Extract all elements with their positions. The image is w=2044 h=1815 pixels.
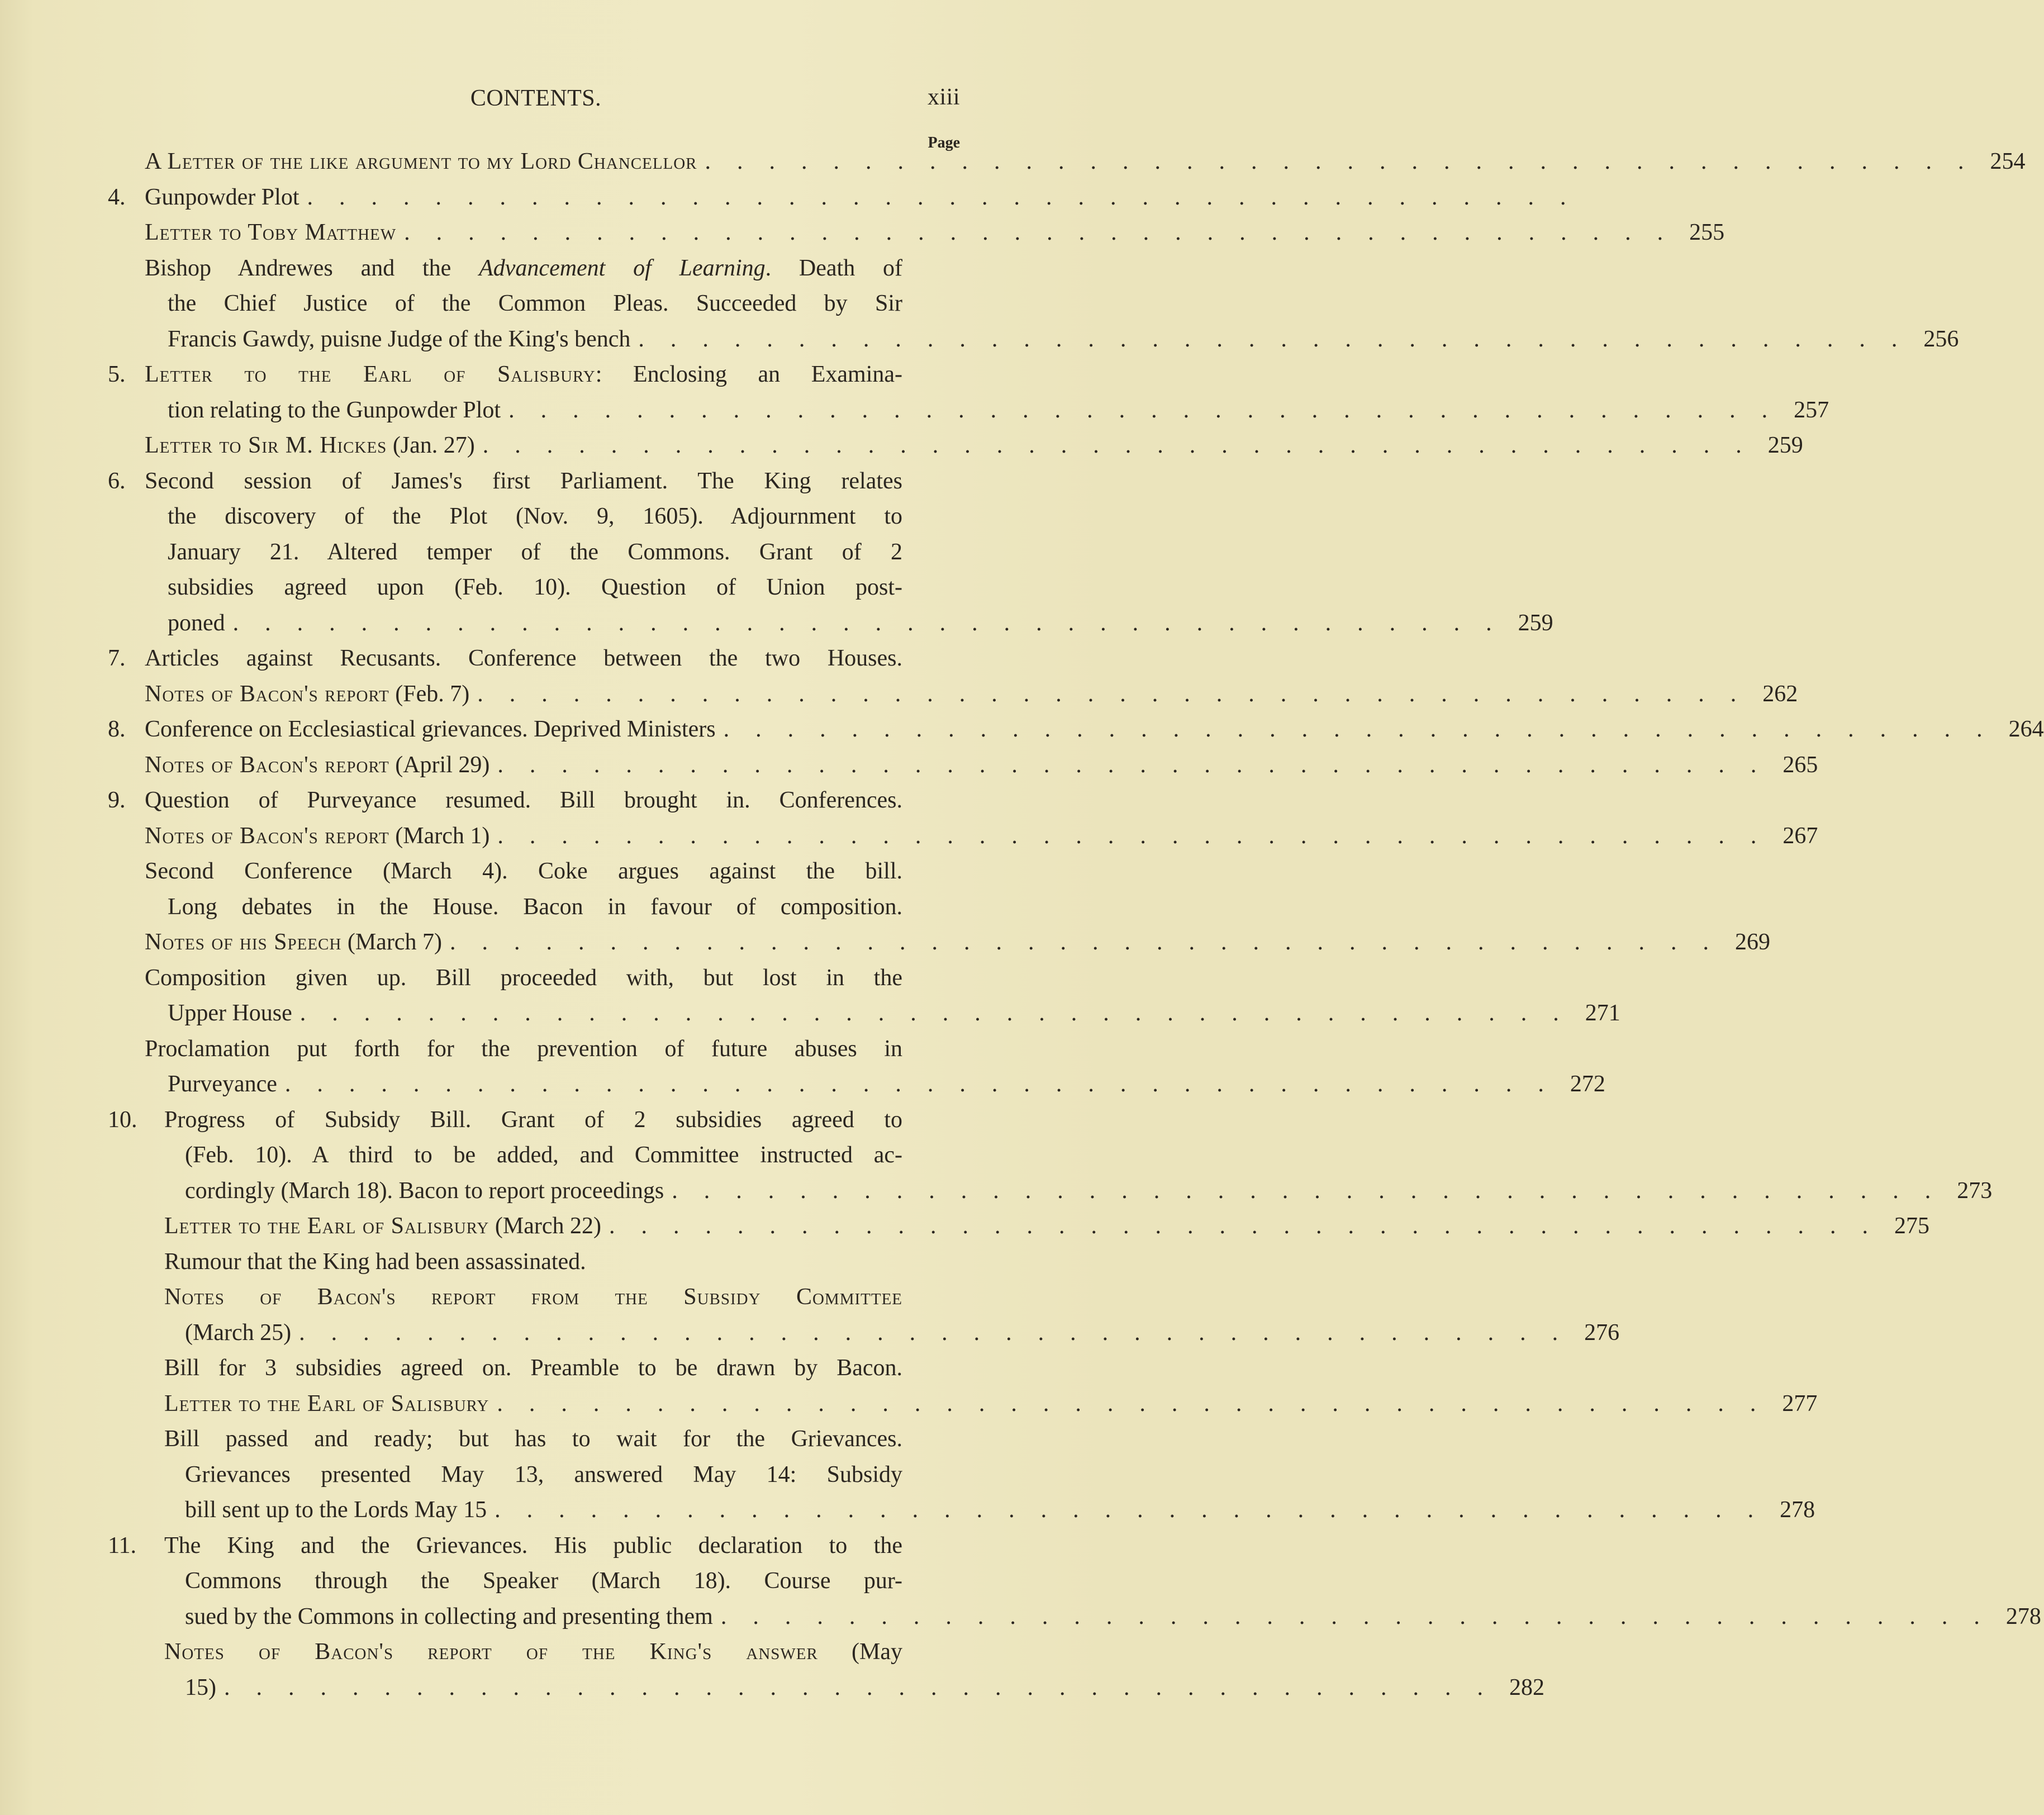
toc-line <box>164 1422 902 1457</box>
entry-text <box>164 1528 902 1564</box>
entry-text <box>168 570 902 606</box>
entry-text-segment: : Enclosing an Examina- <box>595 362 903 387</box>
leader-dots: ........................................ <box>497 752 1783 778</box>
entry-text-segment: January 21. Altered temper of the Commons. Grant of 2 <box>168 539 902 565</box>
leader-dots: ........................................ <box>284 1071 1570 1097</box>
entry-number: 8. <box>108 716 126 742</box>
entry-text-segment: (May <box>817 1639 902 1665</box>
entry-text-segment: Rumour that the King had been assassinated. <box>164 1248 586 1275</box>
entry-text-segment: Grievances presented May 13, answered May 14: Subsidy <box>185 1461 902 1488</box>
entry-text <box>168 606 225 642</box>
page-number: xiii <box>927 84 960 110</box>
entry-text-segment: (April 29) <box>389 752 490 778</box>
page-reference: 278 <box>1780 1497 1815 1523</box>
entry-text-segment: Proclamation put forth for the prevention of future abuses in <box>145 1035 902 1062</box>
entry-text <box>164 1351 902 1386</box>
entry-text <box>145 180 300 216</box>
toc-line <box>168 996 1620 1032</box>
entry-text-segment: . Death of <box>765 255 902 281</box>
entry-title-smallcaps: Notes of Bacon's report <box>145 823 389 849</box>
entry-text <box>145 215 396 251</box>
entry-text-segment: 15) <box>185 1674 216 1700</box>
toc-line <box>145 428 1803 464</box>
toc-line <box>145 854 902 890</box>
leader-dots: ........................................ <box>497 823 1783 849</box>
leader-dots: ........................................ <box>232 610 1518 636</box>
entry-title-smallcaps: Letter to Toby Matthew <box>145 220 397 245</box>
entry-text-segment: (Jan. 27) <box>387 433 475 458</box>
toc-line <box>164 1209 1929 1244</box>
entry-text <box>145 1032 902 1067</box>
entry-title-smallcaps: Letter to Sir M. Hickes <box>145 433 387 458</box>
toc-line <box>145 677 1798 712</box>
entry-title-smallcaps: Letter to the Earl of Salisbury <box>164 1390 489 1417</box>
entry-title-smallcaps: A Letter of the like argument to my Lord Chancellor <box>145 149 697 174</box>
toc-line <box>108 1103 902 1138</box>
leader-dots: ........................................ <box>609 1213 1894 1239</box>
page-reference: 269 <box>1734 929 1770 955</box>
entry-number: 4. <box>108 184 126 210</box>
entry-title-smallcaps: Notes of his Speech <box>145 929 342 955</box>
page-reference: 282 <box>1509 1674 1544 1700</box>
page-reference: 278 <box>2005 1603 2041 1629</box>
entry-text-segment: sued by the Commons in collecting and presenting them <box>185 1603 713 1629</box>
entry-text <box>145 748 489 783</box>
page-reference: 265 <box>1782 752 1818 778</box>
toc-line <box>168 570 902 606</box>
entry-text <box>185 1493 487 1528</box>
entry-text-segment: Composition given up. Bill proceeded with, but lost in the <box>145 964 902 991</box>
entry-text <box>145 464 902 500</box>
leader-dots: ........................................ <box>307 184 1593 210</box>
toc-line <box>185 1173 1993 1209</box>
entry-text <box>164 1209 601 1244</box>
toc-line <box>108 712 2044 748</box>
entry-text-segment: (March 7) <box>341 929 442 955</box>
entry-text <box>145 144 697 180</box>
entry-text <box>185 1670 216 1706</box>
leader-dots: ........................................ <box>404 220 1690 245</box>
entry-text-segment: Conference on Ecclesiastical grievances. Deprived Ministers <box>145 716 716 742</box>
entry-title-smallcaps: Notes of Bacon's report from the Subsidy Committee <box>164 1284 902 1310</box>
entry-number: 10. <box>108 1106 137 1133</box>
entry-text-segment: the Chief Justice of the Common Pleas. Succeeded by Sir <box>168 291 902 316</box>
entry-text-segment: Purveyance <box>168 1071 277 1097</box>
entry-text-segment: the discovery of the Plot (Nov. 9, 1605). Adjournment to <box>168 503 902 529</box>
entry-text <box>168 535 902 571</box>
leader-dots: ........................................ <box>638 326 1924 352</box>
entry-text-segment: Upper House <box>168 1000 292 1026</box>
leader-dots: ........................................ <box>497 1390 1782 1417</box>
entry-text <box>145 961 902 996</box>
entry-text <box>145 712 716 748</box>
entry-text-segment: (March 25) <box>185 1319 292 1346</box>
leader-dots: ........................................ <box>672 1177 1957 1204</box>
toc-line <box>168 393 1829 429</box>
page-reference: 254 <box>1990 149 2026 174</box>
toc-line <box>168 499 902 535</box>
entry-text-segment: Question of Purveyance resumed. Bill brought in. Conferences. <box>145 787 902 813</box>
toc-line <box>108 180 1593 216</box>
page-column-label: Page <box>928 134 960 151</box>
toc-line <box>168 890 902 925</box>
toc-line <box>185 1564 902 1599</box>
entry-text-segment: tion relating to the Gunpowder Plot <box>168 397 501 423</box>
toc-line <box>185 1670 1544 1706</box>
entry-text <box>145 357 902 393</box>
entry-title-smallcaps: Notes of Bacon's report <box>145 681 389 707</box>
toc-line <box>108 357 903 393</box>
entry-text <box>185 1173 664 1209</box>
leader-dots: ........................................ <box>224 1674 1509 1700</box>
entry-title-smallcaps: Letter to the Earl of Salisbury <box>145 362 596 387</box>
page-reference: 271 <box>1585 1000 1620 1026</box>
entry-text-segment: Commons through the Speaker (March 18). Course pur- <box>185 1568 902 1594</box>
page-reference: 277 <box>1782 1390 1818 1417</box>
leader-dots: ........................................ <box>482 433 1768 458</box>
toc-line <box>145 925 1770 961</box>
entry-number: 11. <box>108 1532 136 1559</box>
entry-text-segment: Bishop Andrewes and the <box>145 255 479 281</box>
toc-line <box>185 1599 2041 1635</box>
entry-number: 7. <box>108 645 126 671</box>
page-reference: 262 <box>1762 681 1798 707</box>
entry-text <box>185 1138 902 1173</box>
toc-line <box>185 1315 1620 1351</box>
entry-number: 5. <box>108 362 126 387</box>
entry-text <box>168 996 292 1032</box>
leader-dots: ........................................ <box>723 716 2009 742</box>
page-reference: 275 <box>1894 1213 1929 1239</box>
toc-line <box>168 606 1553 642</box>
toc-line <box>145 819 1818 854</box>
entry-text <box>168 890 902 925</box>
entry-text <box>164 1635 902 1670</box>
page-reference: 264 <box>2008 716 2044 742</box>
entry-text <box>185 1599 713 1635</box>
toc-line <box>145 251 902 287</box>
page-reference: 257 <box>1794 397 1829 423</box>
toc-line <box>145 1032 902 1067</box>
entry-text-segment: Bill passed and ready; but has to wait for the Grievances. <box>164 1426 902 1452</box>
entry-text-segment: bill sent up to the Lords May 15 <box>185 1497 487 1523</box>
toc-line <box>168 535 902 571</box>
entry-text <box>164 1103 902 1138</box>
entry-text <box>168 393 501 429</box>
entry-text-segment: Articles against Recusants. Conference between the two Houses. <box>145 645 902 671</box>
toc-line <box>168 286 902 322</box>
entry-number: 6. <box>108 468 126 494</box>
entry-text <box>164 1422 902 1457</box>
entry-text <box>185 1457 902 1493</box>
entry-text <box>145 925 442 961</box>
entry-text-segment: Progress of Subsidy Bill. Grant of 2 subsidies agreed to <box>164 1106 902 1133</box>
page-reference: 256 <box>1923 326 1959 352</box>
entry-text <box>185 1315 291 1351</box>
entry-text-segment: (Feb. 10). A third to be added, and Committee instructed ac- <box>185 1142 902 1168</box>
entry-text-segment: Francis Gawdy, puisne Judge of the King's bench <box>168 326 631 352</box>
toc-line <box>164 1635 902 1670</box>
entry-text <box>145 677 469 712</box>
entry-text <box>185 1564 902 1599</box>
page-reference: 267 <box>1782 823 1818 849</box>
toc-line <box>168 1067 1605 1103</box>
page-reference: 259 <box>1767 433 1803 458</box>
leader-dots: ........................................ <box>495 1497 1780 1523</box>
toc-line <box>164 1244 586 1280</box>
toc-line <box>145 961 902 996</box>
page-reference: 273 <box>1957 1177 1993 1204</box>
entry-text-segment: subsidies agreed upon (Feb. 10). Question of Union post- <box>168 574 902 600</box>
entry-title-smallcaps: Notes of Bacon's report <box>145 752 389 778</box>
entry-text-segment: cordingly (March 18). Bacon to report proceedings <box>185 1177 664 1204</box>
page-reference: 259 <box>1518 610 1553 636</box>
page-reference: 276 <box>1584 1319 1620 1346</box>
entry-text-segment: Long debates in the House. Bacon in favour of composition. <box>168 894 902 920</box>
entry-text <box>168 286 902 322</box>
entry-text <box>145 854 902 890</box>
entry-text <box>164 1244 586 1280</box>
toc-line <box>145 215 1725 251</box>
toc-line <box>185 1493 1815 1528</box>
leader-dots: ........................................ <box>508 397 1794 423</box>
page-reference: 272 <box>1570 1071 1605 1097</box>
entry-text-segment: Bill for 3 subsidies agreed on. Preamble to be drawn by Bacon. <box>164 1355 902 1381</box>
toc-line <box>108 641 902 677</box>
running-title: CONTENTS. <box>470 85 602 111</box>
toc-line <box>164 1280 902 1315</box>
entry-number: 9. <box>108 787 126 813</box>
entry-title-smallcaps: Notes of Bacon's report of the King's answer <box>164 1639 818 1665</box>
entry-text <box>145 251 902 287</box>
entry-text <box>168 322 630 358</box>
entry-text-segment: (March 1) <box>389 823 490 849</box>
toc-line <box>108 1528 902 1564</box>
toc-line <box>108 464 902 500</box>
entry-text <box>145 428 475 464</box>
leader-dots: ........................................ <box>720 1603 2006 1629</box>
toc-line <box>145 144 2026 180</box>
toc-line <box>168 322 1959 358</box>
entry-text-segment: Second session of James's first Parliament. The King relates <box>145 468 902 494</box>
entry-text <box>168 499 902 535</box>
entry-text-segment: The King and the Grievances. His public declaration to the <box>164 1532 902 1559</box>
entry-text-segment: Gunpowder Plot <box>145 184 300 210</box>
entry-text-segment: (March 22) <box>489 1213 601 1239</box>
toc-line <box>108 783 902 819</box>
toc-line <box>185 1457 902 1493</box>
toc-line <box>145 748 1818 783</box>
entry-title-italic: Advancement of Learning <box>479 255 766 281</box>
entry-text <box>164 1386 489 1422</box>
entry-text <box>164 1280 902 1315</box>
leader-dots: ........................................ <box>477 681 1763 707</box>
entry-text <box>145 819 489 854</box>
page-reference: 255 <box>1689 220 1725 245</box>
entry-text <box>145 641 902 677</box>
leader-dots: ........................................ <box>705 149 1990 174</box>
leader-dots: ........................................ <box>449 929 1735 955</box>
leader-dots: ........................................ <box>300 1000 1585 1026</box>
entry-text-segment: poned <box>168 610 225 636</box>
toc-line <box>185 1138 902 1173</box>
entry-text-segment: Second Conference (March 4). Coke argues against the bill. <box>145 858 902 884</box>
toc-line <box>164 1386 1818 1422</box>
toc-line <box>164 1351 902 1386</box>
entry-text <box>145 783 902 819</box>
leader-dots: ........................................ <box>299 1319 1585 1346</box>
entry-text <box>168 1067 277 1103</box>
entry-title-smallcaps: Letter to the Earl of Salisbury <box>164 1213 489 1239</box>
entry-text-segment: (Feb. 7) <box>389 681 470 707</box>
